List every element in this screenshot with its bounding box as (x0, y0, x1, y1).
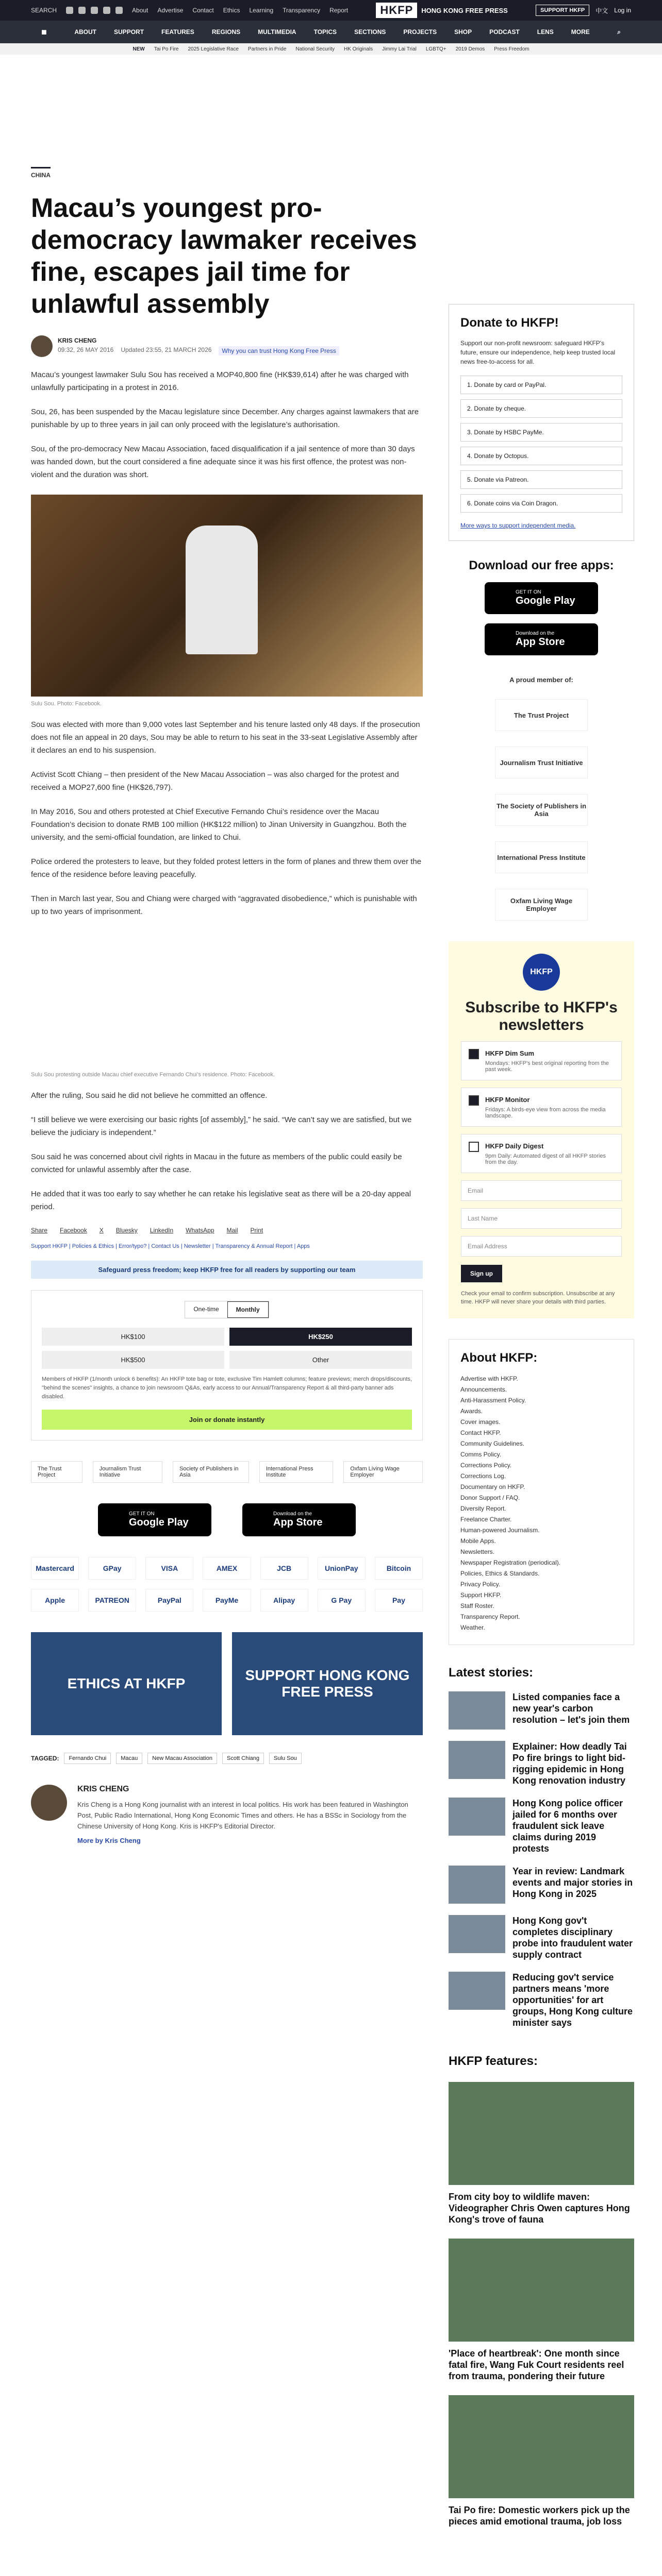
article-paragraph: Activist Scott Chiang – then president of the New Macau Association – was also charged for the protest and received a MOP27,600 fine (HK$26,797). (31, 770, 399, 792)
signup-input[interactable]: Email Address (461, 1236, 622, 1257)
newsletter-options (461, 1041, 622, 1173)
hkfp-logo-icon: HKFP (523, 954, 560, 991)
about-link[interactable]: Awards. (460, 1408, 483, 1415)
article-body-3 (31, 1089, 423, 1213)
share-print[interactable]: Print (250, 1227, 263, 1234)
newsletter-checkbox[interactable] (469, 1049, 479, 1059)
nav-items (74, 28, 589, 36)
about-link[interactable]: Donor Support / FAQ. (460, 1494, 520, 1501)
feature-card[interactable] (449, 2395, 634, 2527)
google-play-name: Google Play (129, 1517, 189, 1528)
payment-logo: PATREON (88, 1589, 136, 1612)
newsletter-title: Subscribe to HKFP's newsletters (465, 999, 618, 1033)
report-link[interactable]: Report (329, 7, 349, 14)
ticker-item[interactable]: 2019 Demos (455, 46, 485, 52)
share-mail[interactable]: Mail (226, 1227, 238, 1234)
story-thumbnail[interactable] (449, 1741, 505, 1779)
logo-small[interactable]: ■ (41, 26, 47, 37)
tags-label: TAGGED: (31, 1755, 59, 1762)
amount-options (42, 1328, 412, 1369)
embed-caption: Sulu Sou protesting outside Macau chief executive Fernando Chui’s residence. Photo: Facebook. (31, 1072, 275, 1078)
app-store-top: Download on the (273, 1511, 312, 1517)
google-play-top: GET IT ON (129, 1511, 155, 1517)
about-link[interactable]: Advertise with HKFP. (460, 1375, 518, 1382)
member-badge[interactable]: Journalism Trust Initiative (93, 1461, 162, 1483)
article-paragraph: Sou, 26, has been suspended by the Macau legislature since December. Any charges against lawmakers that are punishable by up to three years in jail can only proceed with the legislature’s authorisation. (31, 408, 419, 429)
search-link[interactable]: SEARCH (31, 7, 57, 14)
app-store-badges (31, 1503, 423, 1536)
signup-note: Check your email to confirm subscription. Unsubscribe at any time. HKFP will never share your details with third parties. (461, 1291, 615, 1305)
sidebar-app-store[interactable] (485, 623, 598, 655)
payment-logo: VISA (145, 1557, 193, 1580)
feature-headline[interactable]: Tai Po fire: Domestic workers pick up the pieces amid emotional trauma, job loss (449, 2505, 630, 2527)
article-paragraph: He added that it was too early to say whether he can retake his legislative seat as there will be a 20-day appeal period. (31, 1190, 411, 1211)
article-title: Macau’s youngest pro-democracy lawmaker receives fine, escapes jail time for unlawful assembly (31, 193, 417, 319)
article-paragraph: Macau’s youngest lawmaker Sulu Sou has received a MOP40,800 fine (HK$39,614) after he was charged with unlawfully participating in a protest in 2016. (31, 370, 409, 392)
nav-item-support[interactable]: SUPPORT (114, 28, 144, 36)
login-link[interactable]: Log in (614, 7, 631, 14)
about-link[interactable]: Announcements. (460, 1386, 507, 1393)
top-actions (536, 5, 631, 16)
about-link[interactable]: About (132, 7, 148, 14)
payment-logo: Mastercard (31, 1557, 79, 1580)
ticker-item[interactable]: Jimmy Lai Trial (382, 46, 417, 52)
proud-logo[interactable]: Journalism Trust Initiative (495, 747, 588, 778)
share-linkedin[interactable]: LinkedIn (150, 1227, 174, 1234)
latest-story[interactable] (449, 1691, 634, 1730)
payment-logo: G Pay (318, 1589, 366, 1612)
about-link[interactable]: Staff Roster. (460, 1602, 494, 1609)
ethics-video[interactable]: ETHICS AT HKFP (31, 1632, 222, 1735)
share-x[interactable]: X (99, 1227, 104, 1234)
article-paragraph: In May 2016, Sou and others protested at Chief Executive Fernando Chui’s residence over the Macau Foundation’s decision to donate RMB 100 million (HK$122 million) to Jinan University in Guangzhou. Both the university, and the semi-official foundation, are linked to Chui. (31, 807, 407, 842)
author-avatar (31, 335, 53, 357)
sidebar-google-play[interactable] (485, 582, 598, 614)
instagram-icon[interactable] (91, 7, 98, 14)
about-link[interactable]: Transparency Report. (460, 1613, 520, 1620)
ticker-label: NEW (133, 46, 145, 52)
support-button[interactable]: SUPPORT HKFP (536, 5, 589, 16)
feature-card[interactable] (449, 2082, 634, 2225)
proud-logo[interactable]: Oxfam Living Wage Employer (495, 889, 588, 921)
feature-headline[interactable]: 'Place of heartbreak': One month since fatal fire, Wang Fuk Court residents reel from trauma, pondering their future (449, 2348, 624, 2381)
footer-links[interactable]: Support HKFP | Policies & Ethics | Error/typo? | Contact Us | Newsletter | Transparency & Annual Report | Apps (31, 1243, 310, 1249)
latest-story[interactable] (449, 1741, 634, 1786)
sidebar (449, 55, 634, 2527)
language-link[interactable]: 中文 (595, 7, 608, 14)
logo-text: HONG KONG FREE PRESS (421, 6, 508, 14)
nav-item-about[interactable]: ABOUT (74, 28, 97, 36)
article-paragraph: Sou said he was concerned about civil rights in Macau in the future as members of the public could easily be convicted for unlawful assembly after the case. (31, 1153, 402, 1174)
youtube-icon[interactable] (103, 7, 110, 14)
about-link[interactable]: Corrections Policy. (460, 1462, 512, 1469)
about-link[interactable]: Mobile Apps. (460, 1537, 496, 1545)
donate-option[interactable]: 2. Donate by cheque. (460, 399, 622, 418)
story-thumbnail[interactable] (449, 1866, 505, 1904)
about-link[interactable]: Community Guidelines. (460, 1440, 525, 1447)
publish-date: 09:32, 26 MAY 2016 (58, 346, 114, 353)
join-button[interactable]: Join or donate instantly (42, 1410, 412, 1430)
nav-item-sections[interactable]: SECTIONS (354, 28, 386, 36)
donate-option[interactable]: 3. Donate by HSBC PayMe. (460, 423, 622, 442)
nav-item-podcast[interactable]: PODCAST (489, 28, 520, 36)
bio-avatar (31, 1785, 67, 1821)
donate-option[interactable]: 6. Donate coins via Coin Dragon. (460, 494, 622, 513)
donate-options (460, 376, 622, 513)
share-share[interactable]: Share (31, 1227, 48, 1234)
top-links (31, 7, 348, 14)
bio-name[interactable]: KRIS CHENG (77, 1785, 129, 1793)
more-by-author-link[interactable]: More by Kris Cheng (77, 1837, 141, 1844)
about-link[interactable]: Anti-Harassment Policy. (460, 1397, 526, 1404)
newsletter-name: HKFP Daily Digest (485, 1142, 544, 1150)
payment-logo: UnionPay (318, 1557, 366, 1580)
app-store-badge[interactable] (242, 1503, 356, 1536)
about-link[interactable]: Weather. (460, 1624, 485, 1631)
share-facebook[interactable]: Facebook (60, 1227, 87, 1234)
article-image (31, 495, 423, 697)
newsletter-desc: 9pm Daily: Automated digest of all HKFP stories from the day. (485, 1153, 606, 1165)
sb-apple-top: Download on the (516, 631, 555, 636)
advertise-link[interactable]: Advertise (157, 7, 184, 14)
donate-more-link[interactable]: More ways to support independent media. (460, 522, 576, 529)
payment-logo: PayMe (203, 1589, 251, 1612)
tag-list (31, 1753, 423, 1764)
app-store-name: App Store (273, 1517, 323, 1528)
signup-input[interactable]: Email (461, 1180, 622, 1201)
x-icon[interactable] (78, 7, 86, 14)
latest-story[interactable] (449, 1798, 634, 1854)
tag-link[interactable]: Scott Chiang (222, 1753, 264, 1764)
ticker-item[interactable]: National Security (295, 46, 335, 52)
social-icons (66, 7, 123, 14)
support-banner[interactable]: Safeguard press freedom; keep HKFP free for all readers by supporting our team (31, 1261, 423, 1279)
article-paragraph: Then in March last year, Sou and Chiang were charged with “aggravated disobedience,” which is punishable with up to two years of imprisonment. (31, 894, 417, 916)
donate-option[interactable]: 4. Donate by Octopus. (460, 447, 622, 465)
topic-ticker (0, 43, 662, 55)
frequency-toggle[interactable] (185, 1301, 269, 1318)
donate-text: Support our non-profit newsroom: safeguard HKFP's future, ensure our independence, help keep trusted local news free-to-access for all. (460, 340, 616, 365)
proud-title: A proud member of: (509, 676, 573, 684)
nav-item-lens[interactable]: LENS (537, 28, 554, 36)
feature-thumbnail[interactable] (449, 2082, 634, 2185)
article-main (31, 55, 423, 1844)
proud-logo[interactable]: The Trust Project (495, 699, 588, 731)
member-badge[interactable]: Society of Publishers in Asia (173, 1461, 249, 1483)
feature-card[interactable] (449, 2239, 634, 2382)
about-link[interactable]: Support HKFP. (460, 1591, 502, 1599)
updated-date: Updated 23:55, 21 MARCH 2026 (121, 346, 212, 353)
contact-link[interactable]: Contact (192, 7, 214, 14)
signup-input[interactable]: Last Name (461, 1208, 622, 1229)
newsletter-name: HKFP Monitor (485, 1096, 530, 1104)
donate-title: Donate to HKFP! (460, 316, 559, 330)
tag-link[interactable]: Macau (116, 1753, 142, 1764)
features-title: HKFP features: (449, 2054, 538, 2068)
payment-logo: Alipay (260, 1589, 308, 1612)
apps-title: Download our free apps: (469, 558, 614, 572)
article-body-2 (31, 718, 423, 918)
nav-item-features[interactable]: FEATURES (161, 28, 194, 36)
monthly-option[interactable]: Monthly (227, 1301, 269, 1318)
newsletter-desc: Fridays: A birds-eye view from across the media landscape. (485, 1107, 606, 1119)
share-bar (31, 1227, 423, 1234)
latest-title: Latest stories: (449, 1666, 534, 1680)
proud-logo[interactable]: The Society of Publishers in Asia (495, 794, 588, 826)
donation-widget (31, 1290, 423, 1440)
promo-videos (31, 1632, 423, 1735)
newsletter-desc: Mondays: HKFP's best original reporting from the past week. (485, 1060, 609, 1073)
latest-story[interactable] (449, 1972, 634, 2028)
about-box (449, 1339, 634, 1645)
about-link[interactable]: Freelance Charter. (460, 1516, 512, 1523)
site-logo[interactable] (376, 3, 507, 18)
author-bio (31, 1785, 423, 1844)
newsletter-name: HKFP Dim Sum (485, 1049, 535, 1057)
feature-headline[interactable]: From city boy to wildlife maven: Videographer Chris Owen captures Hong Kong's trove of fauna (449, 2192, 630, 2225)
story-thumbnail[interactable] (449, 1798, 505, 1836)
ticker-item[interactable]: Press Freedom (494, 46, 529, 52)
signup-fields (461, 1180, 622, 1257)
member-badge[interactable]: International Press Institute (259, 1461, 333, 1483)
about-link[interactable]: Contact HKFP. (460, 1429, 501, 1436)
newsletter-box (449, 941, 634, 1318)
sb-apple-name: App Store (516, 636, 565, 648)
nav-item-regions[interactable]: REGIONS (211, 28, 241, 36)
proud-logo[interactable]: International Press Institute (495, 841, 588, 873)
tag-link[interactable]: Fernando Chui (64, 1753, 111, 1764)
feature-thumbnail[interactable] (449, 2239, 634, 2342)
tag-link[interactable]: Sulu Sou (269, 1753, 302, 1764)
top-bar (0, 0, 662, 21)
nav-item-projects[interactable]: PROJECTS (403, 28, 437, 36)
about-link[interactable]: Corrections Log. (460, 1472, 506, 1480)
latest-story[interactable] (449, 1866, 634, 1904)
story-headline[interactable]: Listed companies face a new year's carbon resolution – let's join them (512, 1692, 630, 1725)
payment-logo: PayPal (145, 1589, 193, 1612)
donate-option[interactable]: 5. Donate via Patreon. (460, 470, 622, 489)
main-nav (0, 21, 662, 43)
payment-logo: Pay (375, 1589, 423, 1612)
sb-google-name: Google Play (516, 595, 575, 606)
linkedin-icon[interactable] (115, 7, 123, 14)
payment-logo: Bitcoin (375, 1557, 423, 1580)
nav-item-more[interactable]: MORE (571, 28, 590, 36)
donate-box (449, 304, 634, 541)
article-paragraph: “I still believe we were exercising our basic rights [of assembly],” he said. “We can’t say we are satisfied, but we believe the judiciary is independent.” (31, 1115, 412, 1137)
share-whatsapp[interactable]: WhatsApp (186, 1227, 214, 1234)
byline (31, 335, 423, 357)
search-icon[interactable]: ⌕ (617, 28, 621, 36)
about-link[interactable]: Documentary on HKFP. (460, 1483, 525, 1490)
article-paragraph: Sou, of the pro-democracy New Macau Association, faced disqualification if a jail sentence of more than 30 days was handed down, but the court considered a fine adequate since it was his first offence, the protest was non-violent and the duration was short. (31, 445, 415, 479)
story-thumbnail[interactable] (449, 1691, 505, 1730)
ethics-link[interactable]: Ethics (223, 7, 240, 14)
member-badges (31, 1461, 423, 1483)
bio-text: Kris Cheng is a Hong Kong journalist with an interest in local politics. His work has been featured in Washington Post, Public Radio International, Hong Kong Economic Times and others. He has a BSSc in Sociology from the Chinese University of Hong Kong. Kris is HKFP's Editorial Director. (77, 1801, 408, 1830)
ticker-item[interactable]: Partners in Pride (247, 46, 287, 52)
apps-section (449, 558, 634, 655)
facebook-icon[interactable] (66, 7, 73, 14)
sb-google-top: GET IT ON (516, 589, 541, 595)
donate-option[interactable]: 1. Donate by card or PayPal. (460, 376, 622, 394)
one-time-option[interactable]: One-time (193, 1306, 219, 1313)
latest-story[interactable] (449, 1915, 634, 1960)
story-headline[interactable]: Explainer: How deadly Tai Po fire brings to light bid-rigging epidemic in Hong Kong renovation industry (512, 1741, 627, 1786)
article-paragraph: After the ruling, Sou said he did not believe he committed an offence. (31, 1091, 268, 1100)
share-bluesky[interactable]: Bluesky (115, 1227, 138, 1234)
payment-logo: GPay (88, 1557, 136, 1580)
member-badge[interactable]: Oxfam Living Wage Employer (343, 1461, 423, 1483)
article-paragraph: Police ordered the protesters to leave, but they folded protest letters in the form of planes and threw them over the fence of the residence before leaving peacefully. (31, 857, 422, 879)
about-link[interactable]: Comms Policy. (460, 1451, 502, 1458)
latest-stories (449, 1666, 634, 2028)
nav-item-shop[interactable]: SHOP (454, 28, 472, 36)
ticker-item[interactable]: 2025 Legislative Race (188, 46, 239, 52)
about-link[interactable]: Cover images. (460, 1418, 501, 1426)
story-headline[interactable]: Reducing gov't service partners means 'more opportunities' for art groups, Hong Kong culture minister says (512, 1972, 633, 2028)
google-play-badge[interactable] (98, 1503, 211, 1536)
feature-thumbnail[interactable] (449, 2395, 634, 2498)
about-link[interactable]: Human-powered Journalism. (460, 1527, 540, 1534)
signup-button[interactable]: Sign up (461, 1265, 502, 1282)
tag-link[interactable]: New Macau Association (147, 1753, 217, 1764)
trust-note[interactable]: Why you can trust Hong Kong Free Press (219, 346, 339, 355)
member-benefits: Members of HKFP (1/month unlock 6 benefits): An HKFP tote bag or tote, exclusive Tim Hamlett columns; feature previews; merch drops/discounts, "behind the scenes" insights, a chance to join newsroom Q&As, early access to our Annual/Transparency Report & all third-party banner ads disabled. (42, 1376, 412, 1400)
article-paragraph: Sou was elected with more than 9,000 votes last September and his tenure lasted only 48 days. If the prosecution does not file an appeal in 20 days, Sou may be able to return to his seat in the 33-seat Legislative Assembly after it declares an end to his suspension. (31, 720, 420, 755)
newsletter-option[interactable] (461, 1088, 622, 1127)
newsletter-option[interactable] (461, 1041, 622, 1080)
story-headline[interactable]: Hong Kong police officer jailed for 6 months over fraudulent sick leave claims during 2019 protests (512, 1798, 623, 1854)
amount-250[interactable]: HK$250 (229, 1328, 412, 1346)
newsletter-option[interactable] (461, 1134, 622, 1173)
payment-logo: Apple (31, 1589, 79, 1612)
amount-100[interactable]: HK$100 (42, 1328, 224, 1346)
story-thumbnail[interactable] (449, 1972, 505, 2010)
about-title: About HKFP: (460, 1351, 538, 1365)
amount-500[interactable]: HK$500 (42, 1351, 224, 1369)
learning-link[interactable]: Learning (249, 7, 274, 14)
payment-logo: JCB (260, 1557, 308, 1580)
newsletter-checkbox[interactable] (469, 1095, 479, 1106)
story-headline[interactable]: Hong Kong gov't completes disciplinary probe into fraudulent water supply contract (512, 1916, 633, 1960)
nav-item-multimedia[interactable]: MULTIMEDIA (258, 28, 296, 36)
features-section (449, 2054, 634, 2527)
ticker-item[interactable]: LGBTQ+ (425, 46, 446, 52)
embedded-media (31, 918, 423, 1067)
article-body-1 (31, 368, 423, 481)
about-link[interactable]: Diversity Report. (460, 1505, 506, 1512)
logo-mark: HKFP (376, 3, 417, 18)
story-headline[interactable]: Year in review: Landmark events and major stories in Hong Kong in 2025 (512, 1866, 633, 1899)
support-video[interactable]: SUPPORT HONG KONG FREE PRESS (232, 1632, 423, 1735)
transparency-link[interactable]: Transparency (283, 7, 321, 14)
story-thumbnail[interactable] (449, 1915, 505, 1953)
member-badge[interactable]: The Trust Project (31, 1461, 82, 1483)
nav-item-topics[interactable]: TOPICS (313, 28, 337, 36)
about-link[interactable]: Newspaper Registration (periodical). (460, 1559, 561, 1566)
about-link[interactable]: Newsletters. (460, 1548, 495, 1555)
amount-other[interactable]: Other (229, 1351, 412, 1369)
payment-logo: AMEX (203, 1557, 251, 1580)
about-link[interactable]: Policies, Ethics & Standards. (460, 1570, 540, 1577)
proud-member-section (449, 676, 634, 921)
category-label[interactable]: CHINA (31, 167, 51, 179)
ticker-item[interactable]: HK Originals (343, 46, 373, 52)
payment-methods (31, 1557, 423, 1612)
ticker-item[interactable]: Tai Po Fire (154, 46, 179, 52)
newsletter-checkbox[interactable] (469, 1142, 479, 1152)
about-link[interactable]: Privacy Policy. (460, 1581, 501, 1588)
author-name[interactable]: KRIS CHENG (58, 337, 97, 344)
image-caption: Sulu Sou. Photo: Facebook. (31, 701, 102, 707)
about-list (460, 1374, 622, 1633)
